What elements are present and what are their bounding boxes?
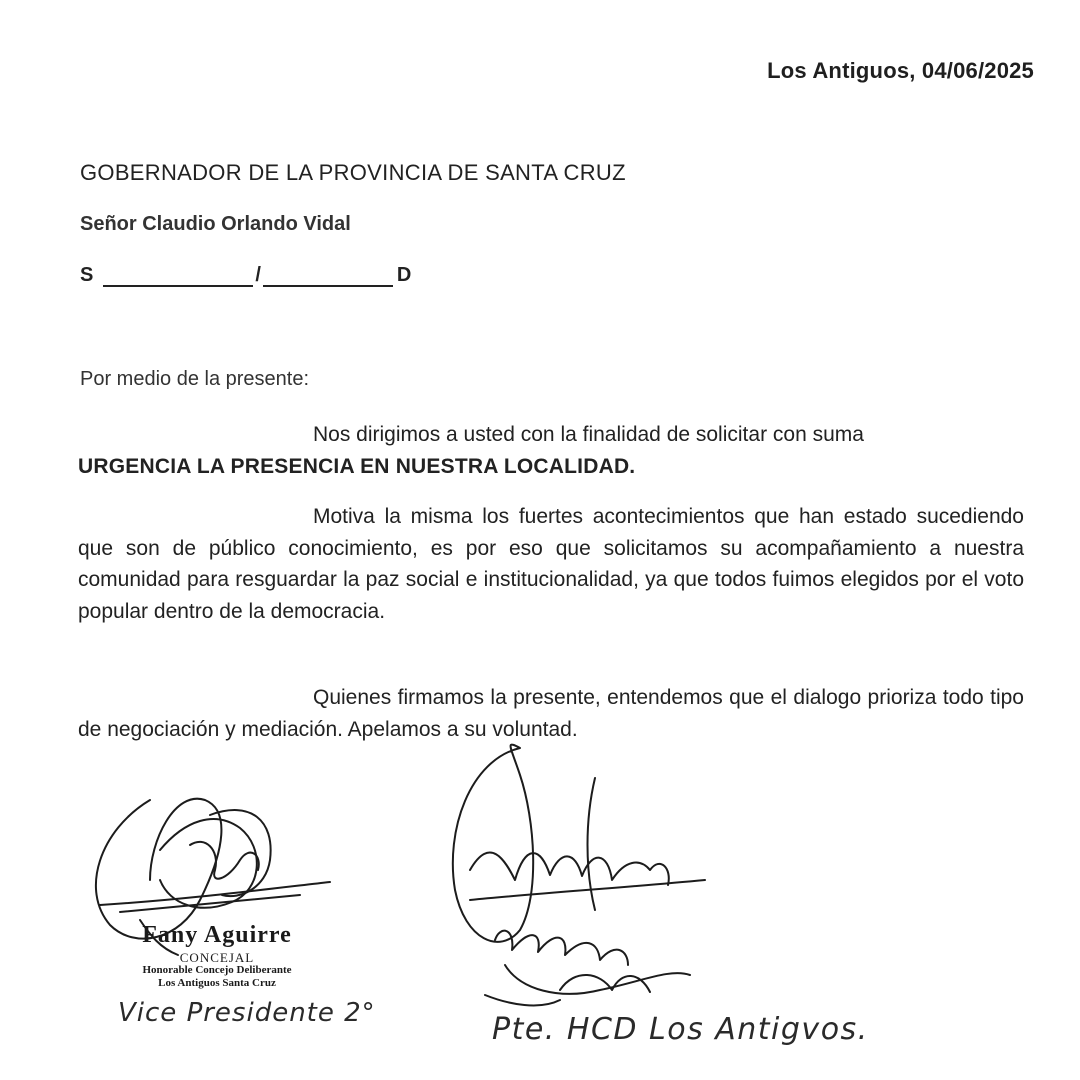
stamp-place: Los Antiguos Santa Cruz — [158, 977, 276, 989]
right-signature-mark — [453, 745, 705, 1006]
intro-line: Por medio de la presente: — [80, 368, 310, 390]
stamp-name: Fany Aguirre — [142, 922, 292, 948]
paragraph-3 — [78, 682, 1024, 745]
stamp-role: CONCEJAL — [179, 950, 255, 965]
sd-underline-1 — [103, 263, 253, 287]
stamp-fany-aguirre — [92, 922, 342, 989]
recipient-name: Señor Claudio Orlando Vidal — [80, 213, 351, 235]
paragraph-1-emphasis: URGENCIA LA PRESENCIA EN NUESTRA LOCALIDAD. — [78, 454, 636, 478]
paragraph-3-text: Quienes firmamos la presente, entendemos que el dialogo prioriza todo tipo de negociación y mediación. Apelamos a su voluntad. — [78, 686, 1024, 741]
stamp-organization: Honorable Concejo Deliberante — [142, 964, 292, 976]
handwritten-left-title: Vice Presidente 2° — [118, 998, 376, 1028]
sd-right: D — [396, 264, 412, 286]
salutation-sd — [80, 263, 411, 287]
sd-separator: / — [255, 264, 261, 286]
paragraph-1 — [78, 419, 1024, 482]
paragraph-2 — [78, 501, 1024, 627]
paragraph-2-text: Motiva la misma los fuertes acontecimientos que han estado sucediendo que son de público conocimiento, es por eso que solicitamos su acompañamiento a nuestra comunidad para resguardar la paz social e institucionalidad, ya que todos fuimos elegidos por el voto popular dentro de la democracia. — [78, 505, 1024, 623]
recipient-title: GOBERNADOR DE LA PROVINCIA DE SANTA CRUZ — [80, 160, 626, 185]
sd-underline-2 — [263, 263, 393, 287]
letter-date: Los Antiguos, 04/06/2025 — [767, 58, 1034, 83]
sd-left: S — [80, 264, 94, 286]
handwritten-right-title: Pte. HCD Los Antigvos. — [492, 1012, 869, 1047]
paragraph-1-text: Nos dirigimos a usted con la finalidad de solicitar con suma — [313, 423, 864, 446]
